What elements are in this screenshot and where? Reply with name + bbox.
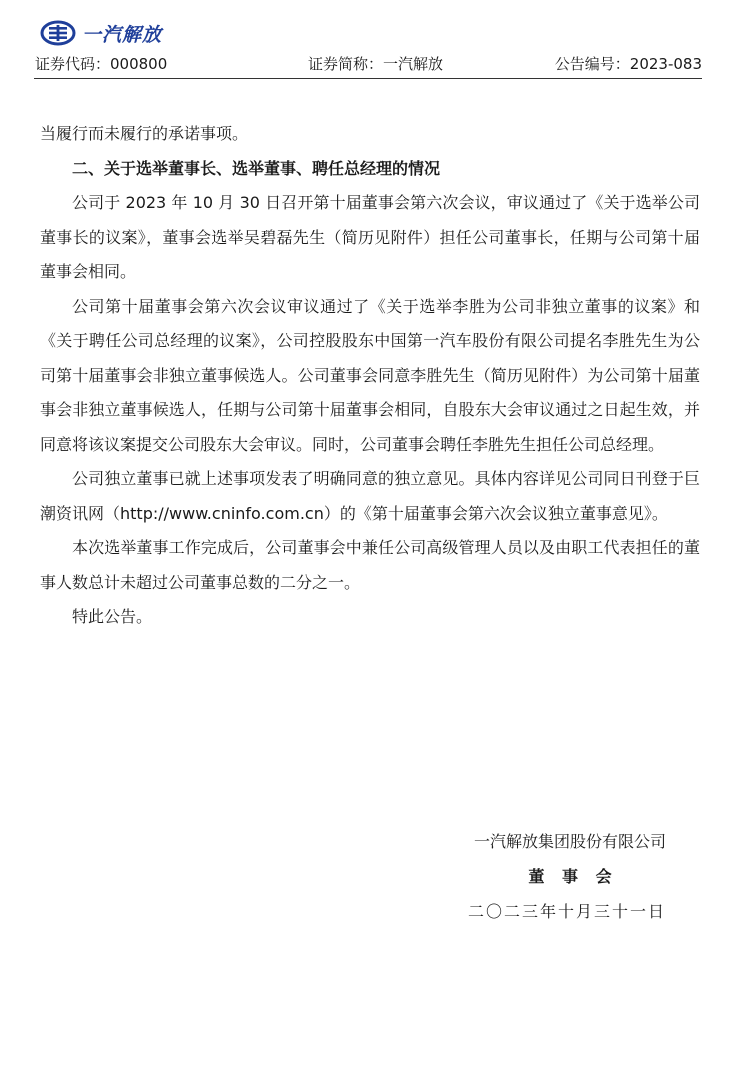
logo-text: 一汽解放: [82, 23, 163, 46]
stock-code: 证券代码：000800: [35, 55, 168, 73]
signature-block: [406, 824, 666, 929]
document-header: [34, 53, 702, 77]
paragraph-director-election: 公司第十届董事会第六次会议审议通过了《关于选举李胜为公司非独立董事的议案》和《关于聘任公司总经理的议案》，公司控股股东中国第一汽车股份有限公司提名李胜先生为公司第十届董事会非独立董事候选人。公司董事会同意李胜先生（简历见附件）为公司第十届董事会非独立董事候选人，任期与公司第十届董事会相同，自股东大会审议通过之日起生效，并同意将该议案提交公司股东大会审议。同时，公司董事会聘任李胜先生担任公司总经理。: [40, 296, 700, 454]
company-logo: [40, 18, 162, 48]
signature-company: 一汽解放集团股份有限公司: [473, 832, 666, 851]
notice-number: 公告编号：2023-083: [554, 55, 702, 73]
document-body: [40, 117, 700, 635]
header-divider: [34, 78, 702, 79]
stock-name: 证券简称：一汽解放: [308, 55, 444, 73]
paragraph-chairman-election: 公司于 2023 年 10 月 30 日召开第十届董事会第六次会议，审议通过了《关于选举公司董事长的议案》，董事会选举吴碧磊先生（简历见附件）担任公司董事长，任期与公司第十届董事会相同。: [40, 193, 700, 281]
paragraph-independent-opinion: 公司独立董事已就上述事项发表了明确同意的独立意见。具体内容详见公司同日刊登于巨潮资讯网（http://www.cninfo.com.cn）的《第十届董事会第六次会议独立董事意见》。: [40, 469, 700, 523]
signature-board: 董 事 会: [528, 867, 618, 886]
section-heading: 二、关于选举董事长、选举董事、聘任总经理的情况: [72, 158, 441, 178]
paragraph-continuation: 当履行而未履行的承诺事项。: [40, 124, 249, 143]
paragraph-closing: 特此公告。: [72, 607, 153, 626]
faw-logo-icon: [40, 20, 76, 46]
paragraph-board-composition: 本次选举董事工作完成后，公司董事会中兼任公司高级管理人员以及由职工代表担任的董事人数总计未超过公司董事总数的二分之一。: [40, 538, 700, 592]
signature-date: 二〇二三年十月三十一日: [467, 902, 666, 921]
